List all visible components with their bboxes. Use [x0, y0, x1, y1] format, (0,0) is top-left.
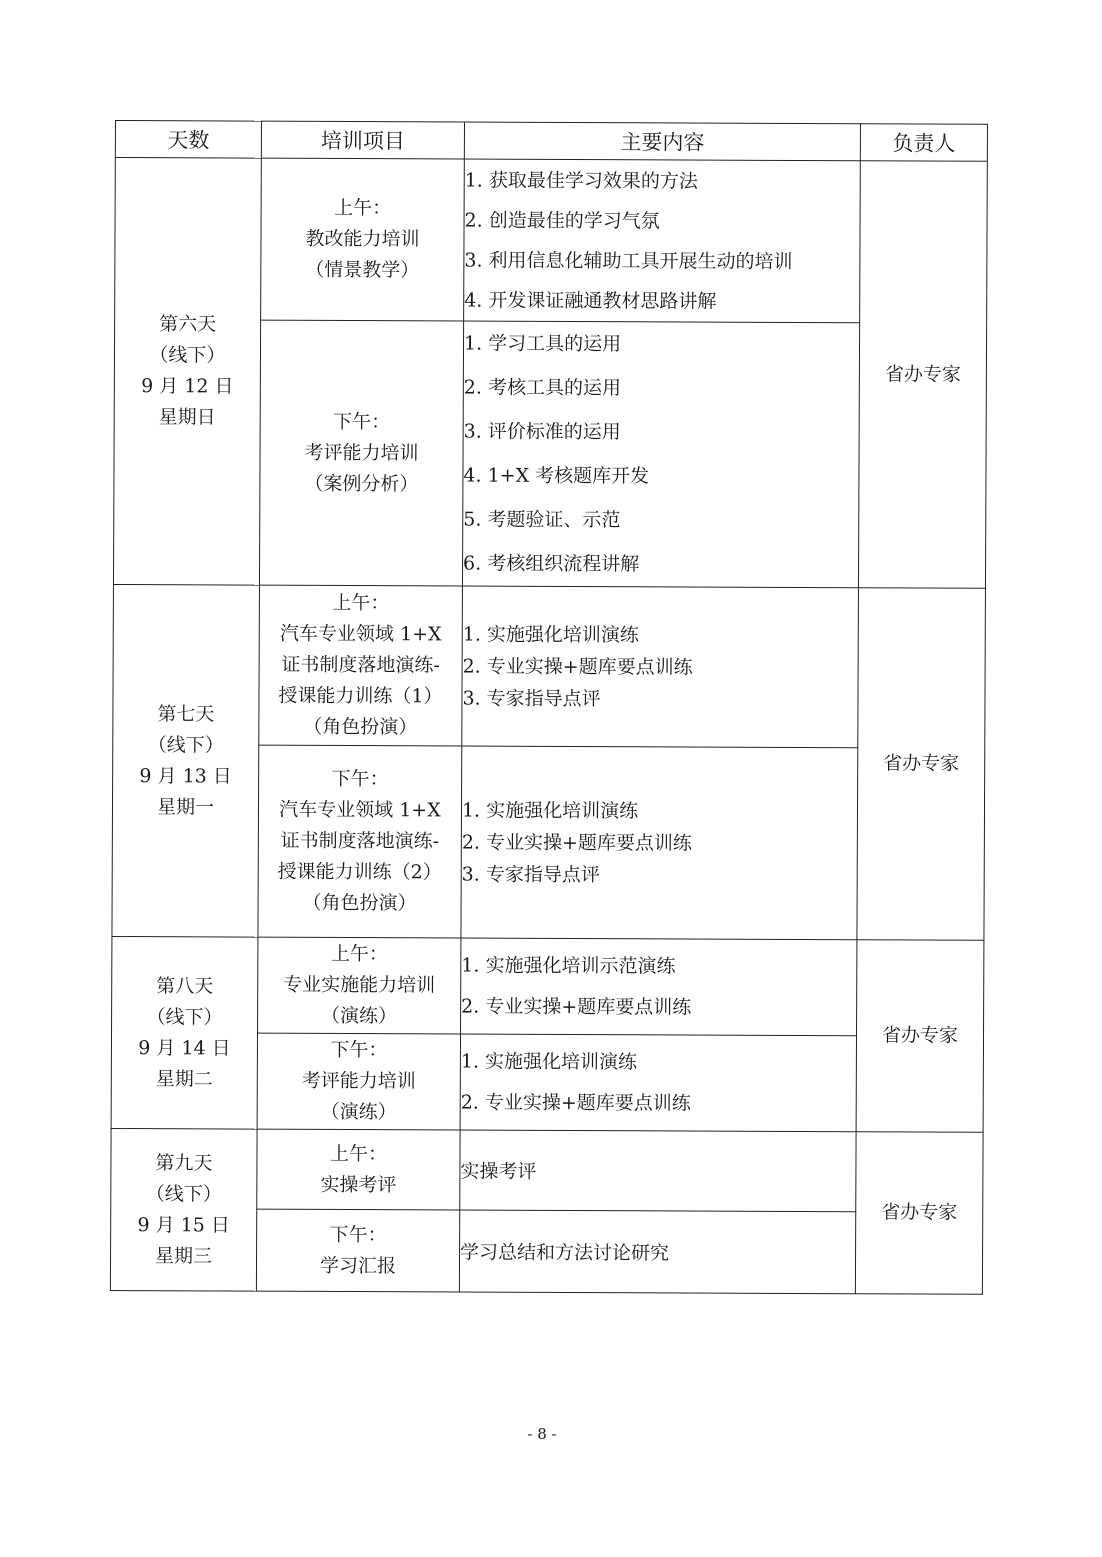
table-row — [111, 1128, 983, 1212]
content-cell — [459, 1210, 855, 1294]
session-period: 上午： — [334, 196, 392, 220]
content-item: 2. 创造最佳的学习气氛 — [464, 209, 660, 232]
day-cell-day8 — [111, 936, 258, 1129]
content-cell — [460, 1034, 856, 1132]
day-mode: （线下） — [145, 1182, 222, 1205]
content-item: 2. 专业实操+题库要点训练 — [460, 1091, 691, 1115]
content-item: 4. 1+X 考核题库开发 — [463, 464, 650, 488]
header-days: 天数 — [115, 121, 261, 159]
session-period: 下午： — [329, 1223, 387, 1246]
content-item: 1. 实施强化培训演练 — [462, 623, 639, 646]
header-training-item: 培训项目 — [261, 121, 464, 159]
day-cell-day9 — [110, 1128, 257, 1291]
content-item: 2. 考核工具的运用 — [463, 376, 622, 400]
project-cell — [258, 937, 461, 1034]
project-method: （角色扮演） — [302, 891, 417, 915]
content-cell — [461, 746, 858, 940]
day-mode: （线下） — [149, 344, 226, 367]
project-cell — [258, 745, 462, 938]
project-title: 汽车专业领域 1+X — [279, 622, 442, 646]
content-item: 1. 实施强化培训演练 — [460, 1050, 638, 1073]
project-method: （演练） — [321, 1004, 398, 1028]
content-item: 4. 开发课证融通教材思路讲解 — [464, 289, 717, 313]
project-title: 授课能力训练（2） — [277, 860, 442, 884]
project-method: （演练） — [320, 1100, 397, 1124]
day-mode: （线下） — [147, 733, 224, 756]
owner-cell: 省办专家 — [857, 588, 986, 941]
project-title: 汽车专业领域 1+X — [279, 798, 441, 822]
project-title: 证书制度落地演练- — [281, 653, 440, 677]
session-period: 下午： — [331, 767, 389, 791]
project-cell — [259, 320, 463, 586]
project-method: （情景教学） — [305, 258, 420, 282]
project-cell — [261, 158, 465, 321]
day-weekday: 星期三 — [154, 1244, 213, 1267]
day-date: 9 月 12 日 — [141, 375, 234, 398]
project-title: 学习汇报 — [319, 1254, 397, 1277]
project-method: （案例分析） — [304, 472, 419, 495]
content-item: 1. 实施强化培训示范演练 — [461, 954, 676, 977]
day-cell-day6 — [113, 158, 261, 586]
day-label: 第八天 — [156, 974, 214, 997]
content-item: 实操考评 — [460, 1160, 537, 1183]
day-weekday: 星期二 — [155, 1067, 213, 1090]
content-item: 1. 学习工具的运用 — [463, 332, 622, 356]
day-cell-day7 — [112, 584, 260, 937]
day-date: 9 月 13 日 — [139, 764, 232, 788]
content-cell — [460, 1130, 856, 1212]
table-header-row — [115, 121, 987, 162]
project-title: 授课能力训练（1） — [278, 684, 443, 708]
content-item: 6. 考核组织流程讲解 — [463, 552, 640, 576]
content-item: 3. 评价标准的运用 — [463, 420, 621, 444]
content-item: 3. 专家指导点评 — [461, 863, 600, 886]
project-cell — [256, 1209, 459, 1292]
session-period: 下午： — [330, 1038, 388, 1062]
page-number: - 8 - — [527, 1425, 557, 1443]
header-responsible-person: 负责人 — [860, 124, 987, 162]
project-title: 考评能力培训 — [301, 1069, 416, 1093]
project-cell — [259, 585, 463, 746]
content-item: 5. 考题验证、示范 — [463, 508, 621, 532]
content-item: 1. 获取最佳学习效果的方法 — [464, 169, 698, 193]
day-label: 第九天 — [155, 1151, 213, 1174]
content-cell — [461, 938, 857, 1036]
training-schedule-table — [110, 120, 988, 1295]
day-weekday: 星期一 — [156, 795, 215, 818]
content-cell — [462, 321, 859, 588]
content-item: 2. 专业实操+题库要点训练 — [462, 655, 693, 679]
day-date: 9 月 14 日 — [138, 1036, 231, 1060]
session-period: 上午： — [330, 942, 388, 966]
session-period: 下午： — [333, 410, 391, 433]
day-label: 第六天 — [159, 313, 217, 336]
day-mode: （线下） — [146, 1005, 223, 1028]
content-item: 3. 专家指导点评 — [462, 687, 601, 710]
project-title: 证书制度落地演练- — [280, 829, 440, 853]
day-label: 第七天 — [157, 702, 215, 725]
project-title: 考评能力培训 — [304, 441, 419, 464]
header-main-content: 主要内容 — [464, 122, 860, 161]
day-weekday: 星期日 — [158, 406, 216, 429]
content-item: 2. 专业实操+题库要点训练 — [461, 831, 692, 855]
owner-cell: 省办专家 — [858, 161, 987, 589]
table-row — [113, 584, 986, 748]
content-cell — [462, 586, 859, 748]
project-cell — [257, 1129, 460, 1210]
owner-cell: 省办专家 — [855, 1132, 983, 1295]
content-item: 3. 利用信息化辅助工具开展生动的培训 — [464, 249, 793, 273]
owner-cell: 省办专家 — [856, 940, 984, 1133]
day-date: 9 月 15 日 — [137, 1213, 230, 1237]
table-row — [112, 936, 984, 1036]
table-row — [115, 158, 988, 324]
project-title: 教改能力培训 — [305, 227, 420, 251]
content-item: 2. 专业实操+题库要点训练 — [461, 995, 692, 1019]
project-cell — [257, 1033, 460, 1130]
project-title: 专业实施能力培训 — [283, 973, 436, 997]
session-period: 上午： — [332, 591, 390, 615]
content-item: 1. 实施强化培训演练 — [461, 799, 639, 822]
project-method: （角色扮演） — [303, 715, 418, 739]
content-cell — [464, 159, 861, 323]
session-period: 上午： — [329, 1142, 388, 1165]
content-item: 学习总结和方法讨论研究 — [460, 1241, 670, 1265]
project-title: 实操考评 — [320, 1173, 397, 1196]
